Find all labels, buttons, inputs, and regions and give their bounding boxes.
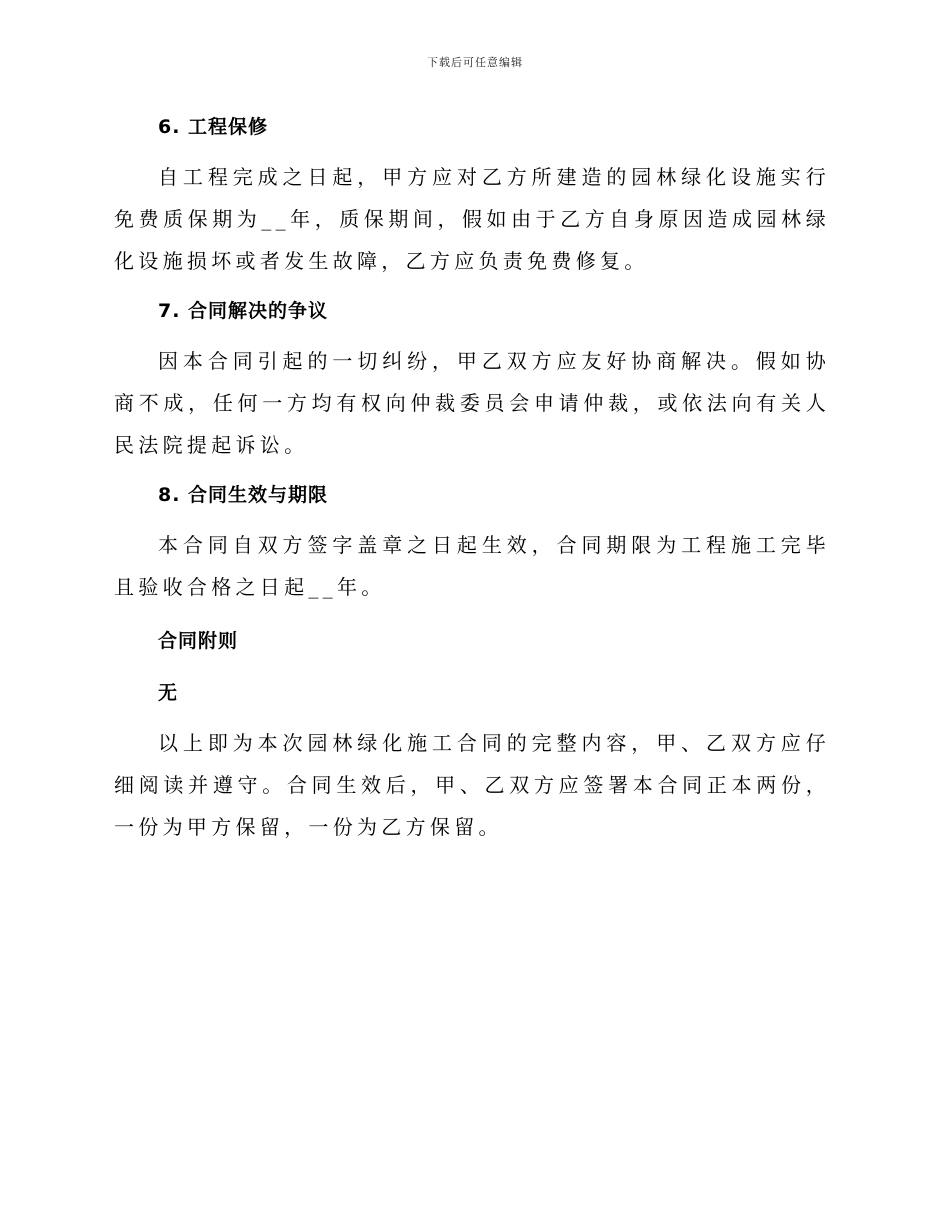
closing-paragraph: 以上即为本次园林绿化施工合同的完整内容，甲、乙双方应仔细阅读并遵守。合同生效后，甲、乙双方应签署本合同正本两份，一份为甲方保留，一份为乙方保留。: [114, 731, 830, 839]
section-6-paragraph: 自工程完成之日起，甲方应对乙方所建造的园林绿化设施实行免费质保期为__年，质保期间，假如由于乙方自身原因造成园林绿化设施损坏或者发生故障，乙方应负责免费修复。: [114, 165, 830, 273]
annex-none-text: 无: [158, 682, 179, 704]
annex-heading: 合同附则: [158, 630, 239, 652]
section-7-paragraph: 因本合同引起的一切纠纷，甲乙双方应友好协商解决。假如协商不成，任何一方均有权向仲裁委员会申请仲裁，或依法向有关人民法院提起诉讼。: [114, 349, 830, 457]
section-8-heading: 8. 合同生效与期限: [158, 484, 329, 506]
page-header-note: 下载后可任意编辑: [427, 56, 523, 69]
section-8-paragraph: 本合同自双方签字盖章之日起生效，合同期限为工程施工完毕且验收合格之日起__年。: [114, 533, 830, 599]
section-6-heading: 6. 工程保修: [158, 116, 269, 138]
document-body: [114, 108, 830, 858]
section-7-heading: 7. 合同解决的争议: [158, 300, 329, 322]
